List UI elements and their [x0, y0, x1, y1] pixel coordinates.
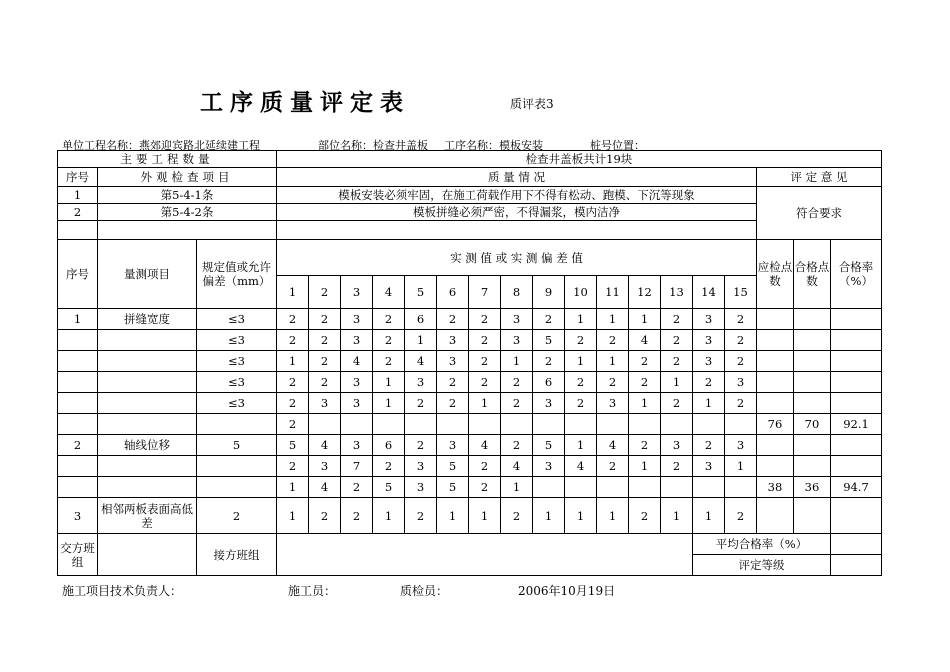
- measured-value: 2: [661, 393, 693, 414]
- measured-value: 1: [661, 372, 693, 393]
- measured-value: 1: [469, 393, 501, 414]
- value-column-number: 13: [661, 276, 693, 309]
- measured-value: 2: [501, 435, 533, 456]
- measured-value: [533, 414, 565, 435]
- measured-value: 1: [501, 351, 533, 372]
- tolerance-value: 2: [197, 498, 277, 534]
- unit-project-name: 单位工程名称：燕郊迎宾路北延续建工程: [62, 139, 260, 152]
- measured-value: 2: [405, 435, 437, 456]
- measured-value: 2: [309, 372, 341, 393]
- measured-value: 2: [341, 477, 373, 498]
- pass-rate-value: [831, 309, 882, 330]
- measure-seq: [58, 414, 98, 435]
- measured-value: 3: [437, 351, 469, 372]
- measured-value: 1: [405, 330, 437, 351]
- report-date: 2006年10月19日: [518, 584, 616, 598]
- measured-value: 3: [437, 330, 469, 351]
- measured-value: 1: [373, 498, 405, 534]
- measured-value: 3: [341, 309, 373, 330]
- value-column-number: 7: [469, 276, 501, 309]
- appearance-item: 第5-4-1条: [98, 187, 277, 204]
- measure-row: [58, 309, 882, 330]
- measured-value: 4: [597, 435, 629, 456]
- measured-value: [597, 477, 629, 498]
- check-points-value: [757, 309, 794, 330]
- measured-value: [309, 414, 341, 435]
- value-column-number: 10: [565, 276, 597, 309]
- measured-value: 2: [565, 393, 597, 414]
- avg-pass-rate-value: [831, 534, 882, 555]
- pass-points-value: 36: [794, 477, 831, 498]
- constructor-signature: 施工员：: [288, 584, 337, 598]
- tolerance-value: [197, 477, 277, 498]
- measured-value: 7: [341, 456, 373, 477]
- value-column-number: 3: [341, 276, 373, 309]
- measure-item: [98, 456, 197, 477]
- measured-value: [373, 414, 405, 435]
- measured-value: 2: [661, 309, 693, 330]
- measured-value: 1: [565, 309, 597, 330]
- measured-value: 3: [341, 393, 373, 414]
- measured-value: [661, 477, 693, 498]
- measure-row: [58, 330, 882, 351]
- measured-value: 2: [693, 372, 725, 393]
- measured-value: 6: [405, 309, 437, 330]
- seq-header: 序号: [58, 168, 98, 187]
- measured-value: 3: [405, 477, 437, 498]
- quality-table: [57, 150, 882, 576]
- measured-value: 4: [565, 456, 597, 477]
- measured-value: 2: [725, 393, 757, 414]
- measure-row: [58, 372, 882, 393]
- measured-value: 3: [309, 393, 341, 414]
- tolerance-value: ≤3: [197, 351, 277, 372]
- measured-value: 2: [565, 372, 597, 393]
- value-column-number: 9: [533, 276, 565, 309]
- tolerance-value: ≤3: [197, 330, 277, 351]
- pass-points-value: [794, 435, 831, 456]
- grade-label: 评定等级: [693, 555, 831, 576]
- measured-value: 3: [341, 435, 373, 456]
- measured-value: 2: [309, 309, 341, 330]
- measured-value: 3: [533, 456, 565, 477]
- measured-value: 2: [277, 456, 309, 477]
- measured-value: 4: [469, 435, 501, 456]
- measured-value: 2: [309, 498, 341, 534]
- measured-value: 2: [405, 498, 437, 534]
- tolerance-value: 5: [197, 435, 277, 456]
- value-column-number: 12: [629, 276, 661, 309]
- measured-value: [693, 414, 725, 435]
- measured-value: [597, 414, 629, 435]
- measured-value: 2: [469, 351, 501, 372]
- pass-rate-value: 94.7: [831, 477, 882, 498]
- measured-value: 2: [437, 372, 469, 393]
- measured-value: 1: [565, 498, 597, 534]
- measure-seq: [58, 372, 98, 393]
- measured-value: 2: [277, 309, 309, 330]
- pass-rate-value: [831, 435, 882, 456]
- measured-value: 3: [501, 309, 533, 330]
- measured-value: 2: [533, 351, 565, 372]
- measured-value: 3: [693, 309, 725, 330]
- measure-row: [58, 351, 882, 372]
- measured-value: 1: [597, 309, 629, 330]
- station-position: 桩号位置：: [590, 139, 645, 152]
- measured-value: 1: [533, 498, 565, 534]
- measured-value: 2: [277, 393, 309, 414]
- measure-seq: 3: [58, 498, 98, 534]
- measured-value: 1: [725, 456, 757, 477]
- blank-cell: [58, 221, 98, 240]
- evaluation-opinion-header: 评 定 意 见: [757, 168, 882, 187]
- measured-value: 1: [373, 393, 405, 414]
- measured-value: 3: [693, 330, 725, 351]
- check-points-header: 应检点数: [757, 240, 794, 309]
- tolerance-value: ≤3: [197, 372, 277, 393]
- measured-value: [469, 414, 501, 435]
- measured-value: [693, 477, 725, 498]
- measure-seq: [58, 456, 98, 477]
- measured-value: [437, 414, 469, 435]
- measure-row: [58, 435, 882, 456]
- measured-value: 2: [597, 456, 629, 477]
- check-points-value: [757, 351, 794, 372]
- grade-value: [831, 555, 882, 576]
- measure-row: [58, 414, 882, 435]
- measured-value: 2: [277, 330, 309, 351]
- main-quantity-label: 主要工程数量: [58, 151, 277, 168]
- measured-value: [533, 477, 565, 498]
- measured-value: 2: [725, 309, 757, 330]
- appearance-desc: 模板拼缝必须严密，不得漏浆，模内洁净: [277, 204, 757, 221]
- appearance-no: 2: [58, 204, 98, 221]
- measured-value: 5: [437, 456, 469, 477]
- pass-rate-value: [831, 393, 882, 414]
- part-name: 部位名称：检查井盖板: [318, 139, 428, 152]
- pass-rate-header: 合格率（%）: [831, 240, 882, 309]
- pass-points-value: [794, 330, 831, 351]
- measured-value: 3: [725, 372, 757, 393]
- measure-item: [98, 393, 197, 414]
- measured-value: 1: [629, 393, 661, 414]
- appearance-item-header: 外观检查项目: [98, 168, 277, 187]
- measured-value: 1: [693, 393, 725, 414]
- measured-value: 1: [565, 351, 597, 372]
- check-points-value: 76: [757, 414, 794, 435]
- measure-seq: [58, 351, 98, 372]
- measured-value: 1: [629, 309, 661, 330]
- measured-value: 1: [373, 372, 405, 393]
- measured-value: 2: [469, 456, 501, 477]
- measured-value: 3: [501, 330, 533, 351]
- measure-row: [58, 393, 882, 414]
- measured-value: 3: [693, 456, 725, 477]
- tolerance-header: 规定值或允许偏差（mm）: [197, 240, 277, 309]
- measured-value: [565, 414, 597, 435]
- form-number: 质评表3: [510, 97, 554, 111]
- measured-value: 2: [565, 330, 597, 351]
- measured-value: 2: [597, 372, 629, 393]
- measured-value: 2: [469, 330, 501, 351]
- measured-value: 4: [309, 477, 341, 498]
- measure-item: [98, 351, 197, 372]
- measured-value: 5: [533, 330, 565, 351]
- measured-value: 2: [725, 330, 757, 351]
- measured-value: 2: [661, 456, 693, 477]
- measured-value: 3: [693, 351, 725, 372]
- measured-value: 4: [341, 351, 373, 372]
- measured-value: 2: [725, 351, 757, 372]
- measured-value: 1: [597, 498, 629, 534]
- measure-seq-header: 序号: [58, 240, 98, 309]
- measured-value: 3: [309, 456, 341, 477]
- tolerance-value: [197, 414, 277, 435]
- measured-value: [341, 414, 373, 435]
- value-column-number: 6: [437, 276, 469, 309]
- measured-value: 5: [373, 477, 405, 498]
- measured-value: 2: [373, 351, 405, 372]
- check-points-value: [757, 393, 794, 414]
- measured-value: 1: [565, 435, 597, 456]
- check-points-value: [757, 330, 794, 351]
- value-column-number: 15: [725, 276, 757, 309]
- check-points-value: [757, 372, 794, 393]
- process-name: 工序名称：模板安装: [444, 139, 543, 152]
- measured-value: 1: [501, 477, 533, 498]
- measured-value: 2: [629, 498, 661, 534]
- value-column-number: 11: [597, 276, 629, 309]
- appearance-no: 1: [58, 187, 98, 204]
- measured-value: 1: [693, 498, 725, 534]
- measure-item-header: 量测项目: [98, 240, 197, 309]
- measured-value: 6: [533, 372, 565, 393]
- pass-rate-value: [831, 372, 882, 393]
- pass-rate-value: [831, 330, 882, 351]
- form-title: 工序质量评定表: [200, 90, 410, 116]
- measure-seq: [58, 393, 98, 414]
- measured-value: 2: [341, 498, 373, 534]
- measure-row: [58, 477, 882, 498]
- pass-points-value: [794, 309, 831, 330]
- measured-value: 1: [629, 456, 661, 477]
- appearance-item: 第5-4-2条: [98, 204, 277, 221]
- pass-rate-value: [831, 456, 882, 477]
- measured-value: [661, 414, 693, 435]
- measured-value: 4: [501, 456, 533, 477]
- value-column-number: 14: [693, 276, 725, 309]
- blank-cell: [277, 221, 757, 240]
- inspector-signature: 质检员：: [400, 584, 449, 598]
- pass-points-value: [794, 351, 831, 372]
- measure-item: 拼缝宽度: [98, 309, 197, 330]
- handover-team-label: 交方班组: [58, 534, 98, 576]
- measure-item: 轴线位移: [98, 435, 197, 456]
- measured-value: 2: [501, 372, 533, 393]
- check-points-value: 38: [757, 477, 794, 498]
- measured-value: 4: [309, 435, 341, 456]
- measured-value: 3: [597, 393, 629, 414]
- avg-pass-rate-label: 平均合格率（%）: [693, 534, 831, 555]
- check-points-value: [757, 498, 794, 534]
- measured-value: 2: [661, 330, 693, 351]
- blank-cell: [98, 221, 277, 240]
- measured-value: [725, 477, 757, 498]
- pass-rate-value: [831, 351, 882, 372]
- measured-value: [725, 414, 757, 435]
- measured-value: 2: [309, 330, 341, 351]
- measured-value: 3: [533, 393, 565, 414]
- measured-value: 3: [661, 435, 693, 456]
- measured-value: 2: [437, 309, 469, 330]
- measured-value: 6: [373, 435, 405, 456]
- measured-value: 2: [629, 351, 661, 372]
- measured-value: 1: [661, 498, 693, 534]
- measured-value: [629, 414, 661, 435]
- tolerance-value: [197, 456, 277, 477]
- measure-seq: 1: [58, 309, 98, 330]
- measured-value: 4: [629, 330, 661, 351]
- handover-team-value: [98, 534, 197, 576]
- measured-value: 2: [373, 456, 405, 477]
- measured-value: [405, 414, 437, 435]
- pass-points-value: [794, 498, 831, 534]
- measure-item: 相邻两板表面高低差: [98, 498, 197, 534]
- measured-value: 2: [373, 309, 405, 330]
- value-column-number: 8: [501, 276, 533, 309]
- measured-value: 2: [629, 435, 661, 456]
- measured-value: 2: [373, 330, 405, 351]
- measured-value: 2: [533, 309, 565, 330]
- measured-value: 1: [437, 498, 469, 534]
- pass-points-value: [794, 393, 831, 414]
- measured-value: [565, 477, 597, 498]
- measured-value: [501, 414, 533, 435]
- measure-item: [98, 330, 197, 351]
- measured-value: 2: [277, 414, 309, 435]
- measured-value: 2: [725, 498, 757, 534]
- check-points-value: [757, 435, 794, 456]
- quality-status-header: 质 量 情 况: [277, 168, 757, 187]
- receiving-team-value: [277, 534, 693, 576]
- measured-value: [629, 477, 661, 498]
- measured-value: 2: [629, 372, 661, 393]
- measured-value: 5: [533, 435, 565, 456]
- measured-value: 3: [405, 456, 437, 477]
- measured-value: 2: [469, 477, 501, 498]
- measure-row: [58, 456, 882, 477]
- receiving-team-label: 接方班组: [197, 534, 277, 576]
- measured-value: 3: [437, 435, 469, 456]
- pass-points-header: 合格点数: [794, 240, 831, 309]
- appearance-desc: 模板安装必须牢固，在施工荷载作用下不得有松动、跑模、下沉等现象: [277, 187, 757, 204]
- value-column-number: 4: [373, 276, 405, 309]
- measured-value: 3: [341, 330, 373, 351]
- measured-value: 2: [437, 393, 469, 414]
- measured-value: 2: [501, 498, 533, 534]
- tolerance-value: ≤3: [197, 309, 277, 330]
- measured-value: 1: [277, 351, 309, 372]
- check-points-value: [757, 456, 794, 477]
- measured-value: 1: [277, 477, 309, 498]
- measure-seq: 2: [58, 435, 98, 456]
- pass-rate-value: [831, 498, 882, 534]
- measured-values-title: 实 测 值 或 实 测 偏 差 值: [277, 240, 757, 276]
- measured-value: 2: [277, 372, 309, 393]
- value-column-number: 2: [309, 276, 341, 309]
- pass-points-value: 70: [794, 414, 831, 435]
- value-column-number: 5: [405, 276, 437, 309]
- measured-value: 2: [309, 351, 341, 372]
- pass-points-value: [794, 456, 831, 477]
- main-quantity-value: 检查井盖板共计19块: [277, 151, 882, 168]
- measure-item: [98, 372, 197, 393]
- measured-value: 3: [405, 372, 437, 393]
- measured-value: 2: [501, 393, 533, 414]
- measured-value: 2: [469, 372, 501, 393]
- tech-lead-signature: 施工项目技术负责人：: [62, 584, 183, 598]
- measured-value: 1: [277, 498, 309, 534]
- measured-value: 2: [469, 309, 501, 330]
- measure-item: [98, 477, 197, 498]
- measured-value: 2: [661, 351, 693, 372]
- measured-value: 2: [693, 435, 725, 456]
- measured-value: 5: [277, 435, 309, 456]
- measure-seq: [58, 477, 98, 498]
- measured-value: 3: [725, 435, 757, 456]
- measure-row: [58, 498, 882, 534]
- measure-seq: [58, 330, 98, 351]
- measured-value: 4: [405, 351, 437, 372]
- evaluation-opinion: 符合要求: [757, 187, 882, 240]
- value-column-number: 1: [277, 276, 309, 309]
- measured-value: 2: [405, 393, 437, 414]
- tolerance-value: ≤3: [197, 393, 277, 414]
- measured-value: 1: [597, 351, 629, 372]
- measure-item: [98, 414, 197, 435]
- pass-points-value: [794, 372, 831, 393]
- measured-value: 5: [437, 477, 469, 498]
- measured-value: 3: [341, 372, 373, 393]
- pass-rate-value: 92.1: [831, 414, 882, 435]
- measured-value: 2: [597, 330, 629, 351]
- measured-value: 1: [469, 498, 501, 534]
